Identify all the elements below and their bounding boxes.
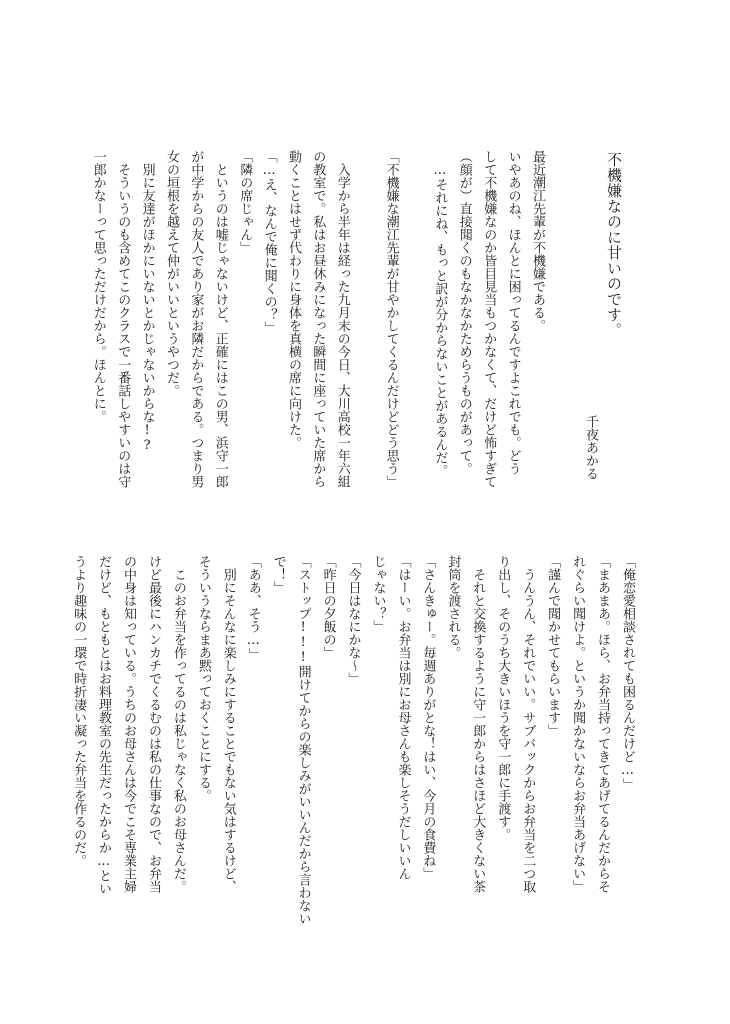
- text-column: 「謹んで聞かせてもらいます」: [545, 555, 561, 737]
- text-column: の教室で。私はお昼休みになった瞬間に座っていた席から: [310, 150, 326, 488]
- text-column: が中学からの友人であり家がお隣だからである。つまり男: [188, 150, 204, 488]
- text-column: で！」: [270, 555, 286, 594]
- story-title: 不機嫌なのに甘いのです。: [605, 152, 623, 338]
- text-column: 「俺恋愛相談されても困るんだけど…」: [620, 555, 635, 791]
- text-column: して不機嫌なのか皆目見当もつかなくて、だけど怖すぎて: [481, 150, 497, 488]
- text-column: うより趣味の一環で時折凄い凝った弁当を作るのだ。: [71, 555, 87, 867]
- text-column: 「ああ、そう…」: [245, 555, 261, 661]
- text-column: というのは嘘じゃないけど、正確にはこの男、浜守一郎: [212, 150, 228, 488]
- text-column: 別にそんなに楽しみにすることでもない気はするけど、: [220, 555, 236, 893]
- text-column: だけど、もともとはお料理教室の先生だったからか…とい: [96, 555, 112, 895]
- text-column: の中身は知っている。うちのお母さんは今でこそ専業主婦: [121, 555, 136, 893]
- text-column: 「はーい。お弁当は別にお母さんも楽しそうだしいいん: [395, 555, 411, 880]
- text-column: …それにね、もっと訳が分からないことがあるんだ。: [432, 150, 448, 477]
- text-column: 「隣の席じゃん」: [237, 150, 253, 254]
- text-column: 「…え、なんで俺に聞くの？」: [261, 150, 277, 334]
- text-column: それと交換するように守一郎からはさほど大きくない茶: [470, 555, 486, 893]
- text-column: （顔が）直接聞くのもなかなかためらうものがあって。: [456, 150, 472, 475]
- text-column: 「まあまあ。ほら、お弁当持ってきてあげてるんだからそ: [595, 555, 611, 893]
- text-column: うんうん、それでいい。サブバックからお弁当を二つ取: [520, 555, 536, 893]
- text-column: 「さんきゅー。毎週ありがとな！はい、今月の食費ね」: [420, 555, 436, 880]
- text-column: そういうならまあ黙っておくことにする。: [195, 555, 211, 802]
- text-column: 「昨日の夕飯の」: [320, 555, 336, 659]
- text-column: このお弁当を作ってるのは私じゃなく私のお母さんだ。: [170, 555, 186, 893]
- text-column: 「ストップ!!!開けてからの楽しみがいいんだから言わない: [295, 555, 311, 925]
- text-column: 別に友達がほかにいないとかじゃないからな!?: [139, 150, 155, 453]
- text-column: 一郎かなーって思っただけだから。ほんとに。: [90, 150, 106, 423]
- author-name: 千夜あかる: [583, 415, 598, 480]
- text-column: 入学から半年は経った九月末の今日、大川高校一年六組: [334, 150, 350, 488]
- text-column: り出し、そのうち大きいほうを守一郎に手渡す。: [495, 555, 511, 841]
- text-column: 女の垣根を越えて仲がいいというやつだ。: [164, 150, 179, 397]
- text-column: いやあのね、ほんとに困ってるんですよこれでも。どう: [505, 150, 521, 475]
- text-column: けど最後にハンカチでくるむのは私の仕事なので、お弁当: [145, 555, 161, 893]
- text-column: じゃない？」: [370, 555, 386, 633]
- text-column: 最近潮江先輩が不機嫌である。: [530, 150, 545, 332]
- text-column: 動くことはせず代わりに身体を真横の席に向けた。: [286, 150, 301, 449]
- text-column: れぐらい聞けよ。というか聞かないならお弁当あげない」: [570, 555, 586, 893]
- text-column: そういうのも含めてこのクラスで一番話しやすいのは守: [115, 150, 131, 488]
- text-column: 「今日はなにかな～」: [345, 555, 361, 685]
- text-column: 「不機嫌な潮江先輩が甘やかしてくるんだけどどう思う」: [383, 150, 399, 488]
- text-column: 封筒を渡される。: [445, 555, 461, 659]
